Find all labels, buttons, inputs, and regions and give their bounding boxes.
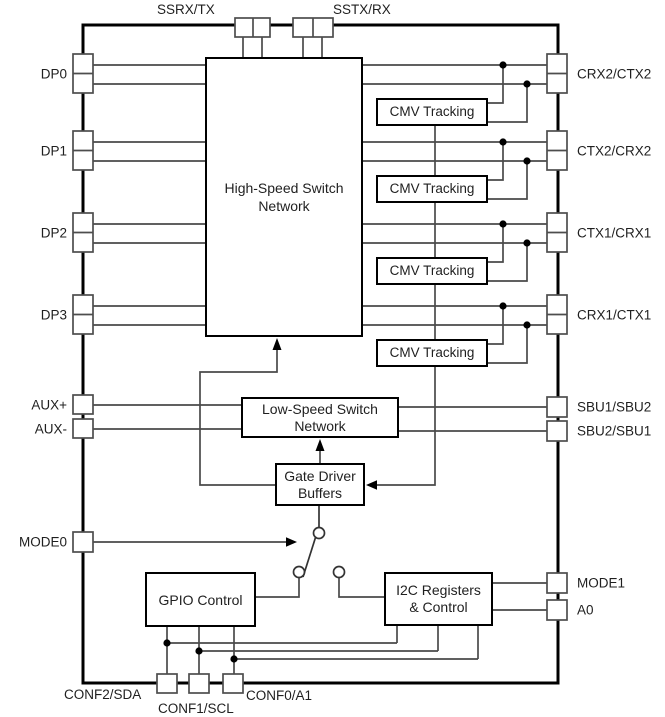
block-label: CMV Tracking — [389, 345, 475, 360]
block-label: Buffers — [297, 484, 343, 501]
pin-label-conf0: CONF0/A1 — [246, 688, 313, 703]
pin-label-crx2: CRX2/CTX2 — [577, 66, 652, 81]
pin-box-a0 — [547, 600, 567, 620]
pin-label-sbu2: SBU2/SBU1 — [577, 423, 652, 439]
cmv-tracking-block-2 — [376, 175, 488, 203]
arrow-mode0 — [286, 537, 297, 547]
pin-box-conf1 — [189, 674, 209, 693]
block-label: & Control — [409, 599, 468, 615]
pin-label-sbu1: SBU1/SBU2 — [577, 399, 652, 415]
gpio-control-block — [145, 572, 256, 627]
pin-box-sbu1 — [547, 397, 567, 417]
pin-label-mode1: MODE1 — [577, 575, 626, 591]
aux-wires — [93, 405, 241, 429]
block-label: CMV Tracking — [389, 263, 475, 278]
i2c-registers-control-block — [384, 572, 493, 626]
block-label: CMV Tracking — [389, 104, 475, 119]
pin-box-dp2 — [73, 213, 93, 252]
arrowheads — [273, 338, 378, 547]
pin-label-mode0: MODE0 — [18, 534, 67, 550]
ss-pin-wires — [243, 37, 322, 57]
arrow-into-hss — [273, 338, 282, 350]
pin-box-crx1 — [547, 295, 567, 334]
pin-box-ctx1 — [547, 213, 567, 252]
sbu-wires — [399, 407, 547, 431]
pin-label-auxn: AUX- — [34, 421, 67, 436]
cmv-tracking-block-4 — [376, 339, 488, 367]
block-label: CMV Tracking — [389, 181, 475, 196]
pin-label-ctx1: CTX1/CRX1 — [577, 225, 652, 240]
pin-label-sstx: SSTX/RX — [333, 2, 391, 17]
block-label: Low-Speed Switch — [262, 400, 378, 417]
pin-label-dp2: DP2 — [40, 225, 67, 240]
gate-driver-buffers-block — [275, 463, 365, 506]
low-speed-switch-network-block — [241, 397, 399, 438]
cmv-tap-wires — [488, 65, 527, 363]
mode-select-switch — [294, 505, 345, 578]
cmv-tracking-block-3 — [376, 257, 488, 285]
pin-box-auxn — [73, 419, 93, 438]
pin-label-dp3: DP3 — [40, 307, 67, 322]
pin-label-a0: A0 — [577, 602, 594, 618]
block-label: I2C Registers — [396, 582, 481, 598]
pin-label-ctx2: CTX2/CRX2 — [577, 143, 652, 158]
pin-box-dp3 — [73, 295, 93, 334]
pin-box-mode0 — [73, 532, 93, 552]
arrow-into-gdb — [366, 480, 377, 490]
pin-label-dp0: DP0 — [40, 66, 67, 81]
block-label: High-Speed Switch — [224, 180, 344, 196]
pin-label-conf1: CONF1/SCL — [158, 701, 234, 716]
cmv-tracking-block-1 — [376, 98, 488, 126]
pin-box-auxp — [73, 395, 93, 414]
block-label: Network — [258, 198, 310, 214]
dp-wires — [93, 65, 205, 325]
pin-label-auxp: AUX+ — [31, 397, 67, 412]
pin-box-crx2 — [547, 54, 567, 93]
pin-box-dp0 — [73, 54, 93, 93]
arrow-into-lss — [316, 439, 325, 451]
pin-box-ssrx — [235, 18, 270, 37]
pin-label-dp1: DP1 — [40, 143, 67, 158]
block-label: GPIO Control — [158, 591, 243, 608]
switch-i2c-contact — [334, 567, 345, 578]
pin-box-conf0 — [223, 674, 243, 693]
block-label: Network — [294, 417, 346, 434]
pin-label-crx1: CRX1/CTX1 — [577, 307, 652, 322]
pin-box-conf2 — [157, 674, 177, 693]
pin-box-mode1 — [547, 573, 567, 593]
switch-pole-contact — [314, 528, 325, 539]
pin-label-ssrx: SSRX/TX — [157, 2, 215, 17]
block-label: Gate Driver — [284, 467, 356, 484]
pin-box-sbu2 — [547, 421, 567, 441]
pin-box-sstx — [293, 18, 333, 37]
switch-gpio-contact — [294, 567, 305, 578]
pin-box-ctx2 — [547, 131, 567, 170]
pin-label-conf2: CONF2/SDA — [64, 687, 142, 702]
high-speed-switch-network-block — [205, 57, 363, 337]
pin-box-dp1 — [73, 131, 93, 170]
